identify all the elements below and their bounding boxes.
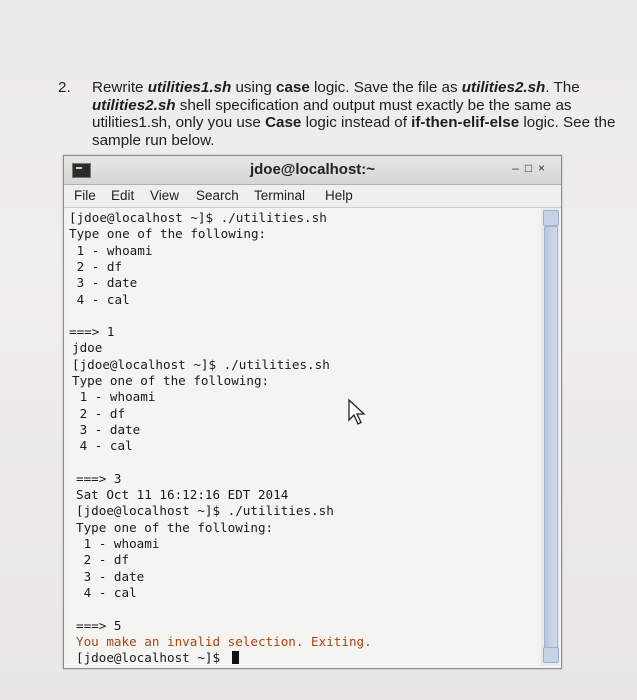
terminal-line: 2 - df: [72, 405, 126, 421]
q-seg: logic. Save the file as: [309, 79, 462, 96]
terminal-window: [63, 155, 562, 669]
terminal-line: 4 - cal: [69, 291, 130, 307]
menu-file[interactable]: File: [74, 188, 96, 203]
menu-help[interactable]: Help: [325, 188, 353, 203]
terminal-line: 3 - date: [76, 568, 145, 584]
terminal-line: [jdoe@localhost ~]$ ./utilities.sh: [69, 210, 327, 225]
q-seg-keyword: Case: [265, 114, 302, 132]
terminal-line: 1 - whoami: [69, 242, 153, 258]
terminal-line: Type one of the following:: [72, 373, 270, 388]
terminal-line: ===> 3: [76, 470, 122, 486]
q-seg-keyword: if-then-elif-else: [411, 114, 520, 132]
terminal-line: 1 - whoami: [72, 389, 156, 405]
scroll-thumb[interactable]: [544, 226, 558, 648]
scroll-up-button[interactable]: [543, 210, 559, 226]
q-seg: shell specification and output must exactly be the same as utilities1.sh, only you use: [92, 96, 572, 132]
terminal-line: 4 - cal: [76, 584, 137, 600]
question-number: 2.: [58, 79, 71, 96]
terminal-line: 4 - cal: [72, 438, 133, 454]
question-text: [92, 79, 628, 149]
terminal-line: 3 - date: [72, 421, 141, 437]
q-seg-filename: utilities1.sh: [147, 79, 232, 96]
text-cursor: [232, 651, 239, 664]
menu-search[interactable]: Search: [196, 188, 239, 203]
terminal-line: [jdoe@localhost ~]$ ./utilities.sh: [72, 356, 330, 372]
terminal-line: 1 - whoami: [76, 536, 160, 551]
terminal-line: [jdoe@localhost ~]$: [76, 650, 239, 665]
q-seg-filename: utilities2.sh: [92, 96, 176, 114]
close-button[interactable]: ×: [537, 161, 547, 175]
terminal-line: Sat Oct 11 16:12:16 EDT 2014: [76, 487, 289, 503]
vertical-scrollbar[interactable]: [541, 208, 559, 665]
q-seg: . The: [545, 79, 580, 96]
q-seg: using: [231, 79, 277, 96]
q-seg: logic. See the sample run below.: [92, 114, 616, 149]
terminal-line: ===> 5: [76, 617, 122, 633]
terminal-output[interactable]: [67, 208, 537, 666]
menu-bar: [64, 185, 561, 208]
menu-edit[interactable]: Edit: [111, 188, 135, 203]
terminal-line: 2 - df: [69, 258, 123, 274]
window-controls: [510, 161, 549, 175]
terminal-line: jdoe: [72, 340, 103, 356]
q-seg-keyword: case: [276, 79, 310, 96]
menu-terminal[interactable]: Terminal: [254, 188, 306, 203]
maximize-button[interactable]: □: [524, 161, 535, 175]
menu-view[interactable]: View: [150, 188, 180, 203]
terminal-line: [jdoe@localhost ~]$ ./utilities.sh: [76, 503, 334, 519]
q-seg: Rewrite: [92, 79, 148, 96]
q-seg: logic instead of: [301, 114, 412, 132]
minimize-button[interactable]: –: [512, 161, 521, 175]
terminal-line: You make an invalid selection. Exiting.: [76, 633, 372, 649]
terminal-line: 2 - df: [76, 552, 130, 568]
scroll-down-button[interactable]: [543, 647, 559, 663]
terminal-line: Type one of the following:: [69, 226, 267, 242]
terminal-line: Type one of the following:: [76, 519, 274, 535]
terminal-line: ===> 1: [69, 324, 115, 340]
title-bar[interactable]: [64, 156, 561, 185]
mouse-pointer-icon: [346, 398, 368, 428]
q-seg-filename: utilities2.sh: [461, 79, 546, 96]
terminal-line: 3 - date: [69, 275, 138, 291]
window-title: jdoe@localhost:~: [249, 161, 376, 178]
